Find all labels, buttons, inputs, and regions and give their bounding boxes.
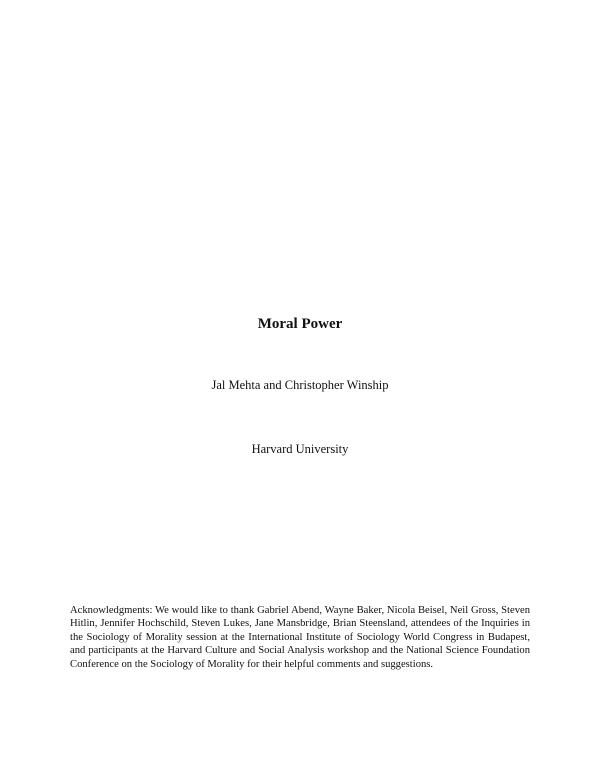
paper-title: Moral Power [257,316,343,332]
paper-affiliation: Harvard University [251,442,349,456]
paper-authors: Jal Mehta and Christopher Winship [211,378,389,392]
acknowledgments-paragraph: Acknowledgments: We would like to thank Gabriel Abend, Wayne Baker, Nicola Beisel, Neil Gross, Steven Hitlin, Jennifer Hochschild, Steven Lukes, Jane Mansbridge, Brian Steensland, attendees of the Inquiries in the Sociology of Morality session at the International Institute of Sociology World Congress in Budapest, and participants at the Harvard Culture and Social Analysis workshop and the National Science Foundation Conference on the Sociology of Morality for their helpful comments and suggestions. [70,605,530,670]
